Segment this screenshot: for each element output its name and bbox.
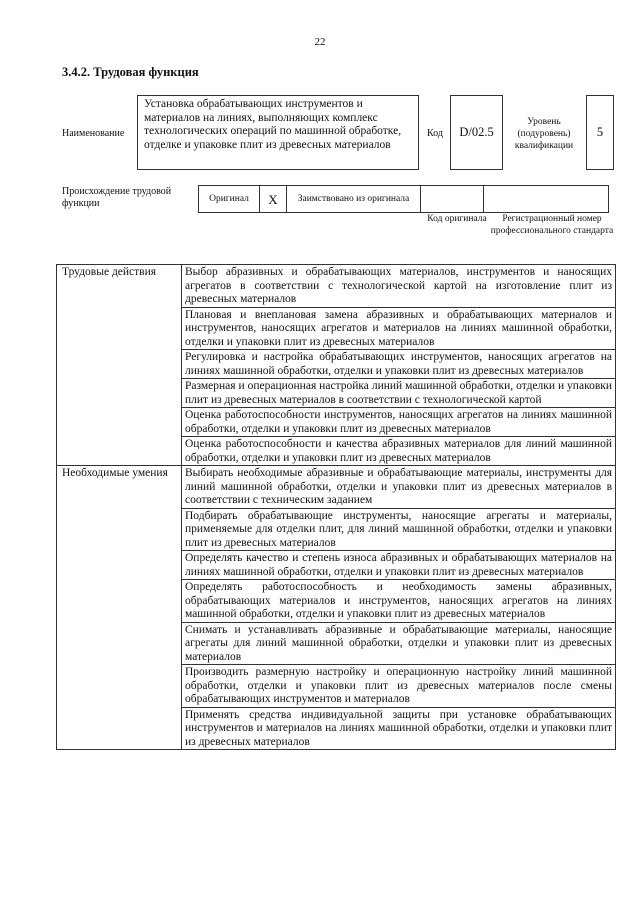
original-code-caption: Код оригинала — [427, 214, 487, 224]
category-cell: Необходимые умения — [57, 466, 182, 750]
origin-table — [198, 185, 609, 213]
qualification-level-label: Уровень (подуровень) квалификации — [514, 117, 574, 151]
table-cell: Оценка работоспособности и качества абразивных материалов для линий машинной обработки, отделки и упаковки плит из древесных материалов — [182, 437, 616, 466]
category-cell: Трудовые действия — [57, 265, 182, 466]
table-cell: Подбирать обрабатывающие инструменты, наносящие агрегаты и материалы, применяемые для отделки плит, для линий машинной обработки, отделки и упаковки плит из древесных материалов — [182, 508, 616, 551]
table-cell: Применять средства индивидуальной защиты при установке обрабатывающих инструментов и материалов на линиях машинной обработки, отделки и упаковки плит из древесных материалов — [182, 707, 616, 750]
origin-label: Происхождение трудовой функции — [62, 186, 172, 209]
qualification-level-box: 5 — [586, 95, 614, 170]
function-code-box: D/02.5 — [450, 95, 503, 170]
original-mark-cell: X — [260, 186, 287, 213]
table-cell: Снимать и устанавливать абразивные и обрабатывающие материалы, наносящие агрегаты для линий машинной обработки, отделки и упаковки плит из древесных материалов — [182, 622, 616, 665]
table-row — [57, 466, 616, 509]
section-title: 3.4.2. Трудовая функция — [62, 65, 199, 79]
name-label: Наименование — [62, 128, 125, 139]
table-row — [57, 265, 616, 308]
borrowed-label-cell: Заимствовано из оригинала — [287, 186, 421, 213]
table-cell: Производить размерную настройку и операционную настройку линий машинной обработки, отделки и упаковки плит из древесных материалов после смены обрабатывающих инструментов и материалов — [182, 665, 616, 708]
table-cell: Оценка работоспособности инструментов, наносящих агрегатов на линиях машинной обработки, отделки и упаковки плит из древесных материалов — [182, 408, 616, 437]
function-name-box: Установка обрабатывающих инструментов и материалов на линиях, выполняющих комплекс технологических операций по машинной обработке, отделке и упаковке плит из древесных материалов — [137, 95, 419, 170]
registration-number-cell — [484, 186, 609, 213]
table-cell: Размерная и операционная настройка линий машинной обработки, отделки и упаковки плит из древесных материалов в соответствии с технологической картой — [182, 379, 616, 408]
table-cell: Выбор абразивных и обрабатывающих материалов, инструментов и наносящих агрегатов в соответствии с технологической картой на изготовление плит из древесных материалов — [182, 265, 616, 308]
table-cell: Регулировка и настройка обрабатывающих инструментов, наносящих агрегатов на линиях машинной обработки, отделки и упаковки плит из древесных материалов — [182, 350, 616, 379]
code-label: Код — [427, 128, 443, 139]
table-cell: Определять работоспособность и необходимость замены абразивных, обрабатывающих материалов и инструментов, наносящих агрегатов на линиях машинной обработки, отделки и упаковки плит из древесных материалов — [182, 580, 616, 623]
page-number: 22 — [314, 36, 326, 48]
table-cell: Плановая и внеплановая замена абразивных и обрабатывающих материалов и инструментов, наносящих агрегатов и материалов на линиях машинной обработки, отделки и упаковки плит из древесных материалов — [182, 307, 616, 350]
table-cell: Выбирать необходимые абразивные и обрабатывающие материалы, инструменты для линий машинной обработки, отделки и упаковки плит из древесных материалов в соответствии с техническим заданием — [182, 466, 616, 509]
table-cell: Определять качество и степень износа абразивных и обрабатывающих материалов на линиях машинной обработки, отделки и упаковки плит из древесных материалов — [182, 551, 616, 580]
original-label-cell: Оригинал — [199, 186, 260, 213]
original-code-cell — [421, 186, 484, 213]
registration-number-caption: Регистрационный номер профессионального стандарта — [490, 214, 614, 236]
function-details-table — [56, 264, 616, 750]
